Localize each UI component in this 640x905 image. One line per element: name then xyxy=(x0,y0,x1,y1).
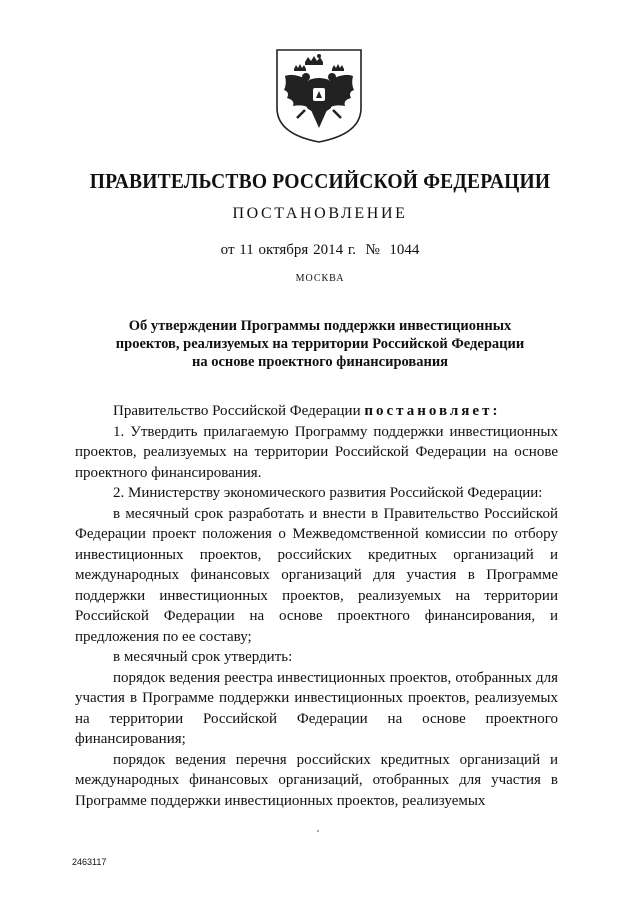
body-paragraph: порядок ведения перечня российских кредитных организаций и международных финансовых организаций, отобранных для участия в Программе поддержки инвестиционных проектов, реализуемых xyxy=(75,751,558,809)
heading-line: проектов, реализуемых на территории Российской Федерации xyxy=(115,336,525,352)
scan-speck xyxy=(317,830,319,832)
body-paragraph: в месячный срок разработать и внести в Правительство Российской Федерации проект положения о Межведомственной комиссии по отбору инвестиционных проектов, российских кредитных организаций и международных финансовых организаций для участия в Программе поддержки инвестиционных проектов, реализуемых на территории Российской Федерации на основе проектного финансирования, и предложения по ее составу; xyxy=(75,505,558,645)
document-heading xyxy=(80,317,560,371)
document-id: 2463117 xyxy=(72,857,107,867)
body-paragraph: 1. Утвердить прилагаемую Программу поддержки инвестиционных проектов, реализуемых на территории Российской Федерации на основе проектного финансирования. xyxy=(75,423,558,481)
body-paragraph: 2. Министерству экономического развития Российской Федерации: xyxy=(113,485,543,501)
intro-text: Правительство Российской Федерации xyxy=(113,403,365,419)
heading-line: Об утверждении Программы поддержки инвестиционных xyxy=(128,318,512,334)
decree-verb: постановляет: xyxy=(364,403,501,419)
document-city: МОСКВА xyxy=(295,273,345,284)
body-paragraph: в месячный срок утвердить: xyxy=(113,649,293,665)
document-type: ПОСТАНОВЛЕНИЕ xyxy=(232,205,408,222)
government-name: ПРАВИТЕЛЬСТВО РОССИЙСКОЙ ФЕДЕРАЦИИ xyxy=(89,169,551,193)
document-date-number: от 11 октября 2014 г. № 1044 xyxy=(220,242,420,258)
body-paragraph: порядок ведения реестра инвестиционных проектов, отобранных для участия в Программе поддержки инвестиционных проектов, реализуемых на территории Российской Федерации на основе проектного финансирования; xyxy=(75,669,558,747)
heading-line: на основе проектного финансирования xyxy=(191,354,449,370)
document-body xyxy=(75,401,558,811)
intro-paragraph xyxy=(75,401,558,422)
russian-coat-of-arms-icon xyxy=(275,48,363,144)
